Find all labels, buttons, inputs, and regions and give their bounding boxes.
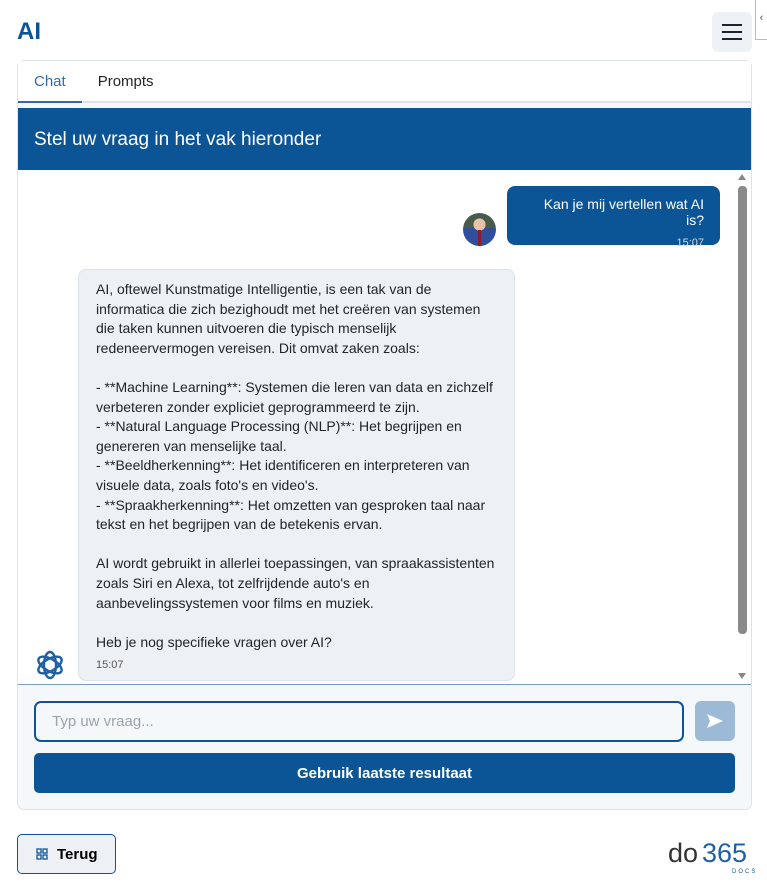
- tab-bar: [18, 61, 751, 103]
- user-message: [507, 186, 720, 249]
- page-title: AI: [17, 18, 41, 45]
- back-label: Terug: [57, 845, 98, 863]
- message-time: 15:07: [676, 237, 704, 249]
- message-text: Kan je mij vertellen wat AI is?: [543, 196, 704, 228]
- message-time: 15:07: [96, 659, 124, 672]
- tab-chat[interactable]: Chat: [18, 61, 82, 103]
- assistant-message: [78, 269, 515, 681]
- chat-card: [17, 60, 752, 810]
- hamburger-line: [722, 31, 742, 33]
- scrollbar[interactable]: [738, 174, 747, 679]
- tab-prompts[interactable]: Prompts: [97, 73, 154, 90]
- grid-icon: [36, 848, 48, 860]
- svg-text:DOCS: DOCS: [732, 869, 758, 875]
- svg-text:365: 365: [702, 838, 748, 868]
- hamburger-line: [722, 38, 742, 40]
- use-last-result-button[interactable]: Gebruik laatste resultaat: [34, 753, 735, 793]
- scrollbar-thumb[interactable]: [738, 186, 747, 634]
- chat-messages: [18, 170, 751, 685]
- do365-logo: [668, 834, 758, 878]
- send-icon: [707, 714, 723, 728]
- back-button[interactable]: [17, 834, 116, 874]
- question-input[interactable]: [34, 701, 684, 742]
- hamburger-icon: [722, 24, 742, 26]
- chat-banner: Stel uw vraag in het vak hieronder: [18, 108, 751, 170]
- scroll-down-icon[interactable]: [738, 673, 746, 679]
- message-text: AI, oftewel Kunstmatige Intelligentie, is een tak van de informatica die zich bezighoudt met het creëren van systemen die taken kunnen uitvoeren die typisch menselijk redeneervermogen vereisen. Dit omvat zaken zoals: - **Machine Learning**: Systemen die leren van data en zichzelf verbeteren zonder expliciet geprogrammeerd te zijn. - **Natural Language Processing (NLP)**: Het begrijpen en genereren van menselijke taal. - **Beeldherkenning**: Het identificeren en interpreteren van visuele data, zoals foto's en video's. - **Spraakherkenning**: Het omzetten van gesproken taal naar tekst en het begrijpen van de betekenis ervan. AI wordt gebruikt in allerlei toepassingen, van spraakassistenten zoals Siri en Alexa, tot zelfrijdende auto's en aanbevelingssystemen voor films en muziek. Heb je nog specifieke vragen over AI?: [96, 281, 495, 650]
- openai-icon: [34, 649, 66, 681]
- menu-button[interactable]: [712, 12, 752, 52]
- scroll-up-icon[interactable]: [738, 174, 746, 180]
- send-button[interactable]: [695, 701, 735, 741]
- user-avatar: [463, 213, 496, 246]
- svg-text:do: do: [668, 838, 699, 868]
- sidebar-toggle[interactable]: ‹: [755, 0, 767, 40]
